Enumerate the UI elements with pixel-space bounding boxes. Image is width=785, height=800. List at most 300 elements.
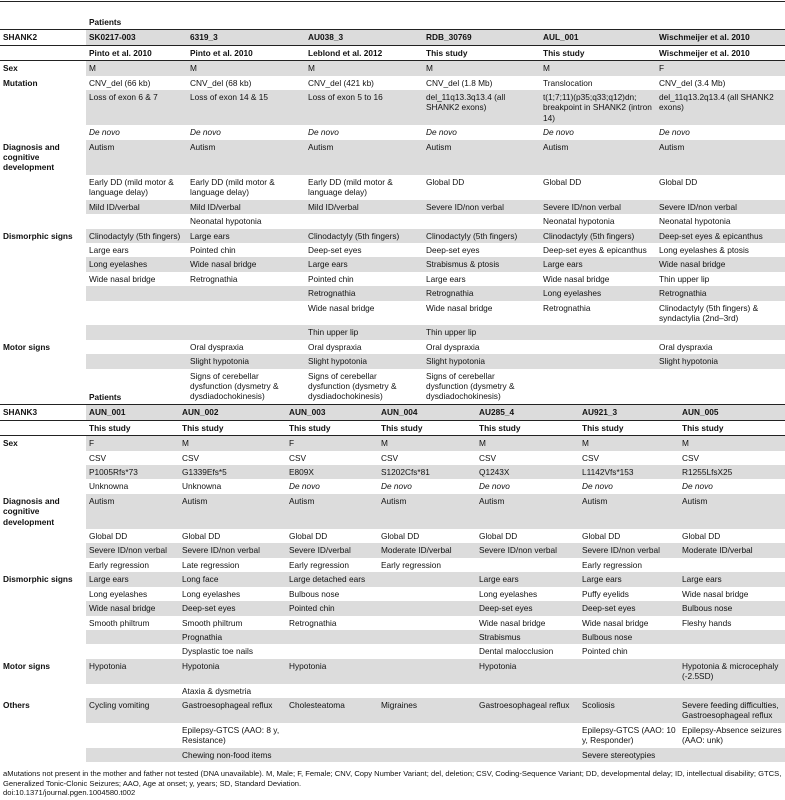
table-cell: Gastroesophageal reflux — [179, 698, 286, 723]
table-cell: Long eyelashes — [479, 588, 538, 599]
table-cell: F — [656, 61, 785, 76]
table-cell: Pointed chin — [190, 244, 236, 255]
table-row — [0, 601, 785, 615]
table-cell: Wide nasal bridge — [682, 588, 749, 599]
table-cell: Deep-set eyes — [308, 244, 362, 255]
table-cell — [286, 630, 378, 644]
table-cell: Moderate ID/verbal — [378, 543, 476, 557]
table-cell: CSV — [289, 452, 307, 463]
row-category: Sex — [0, 61, 86, 76]
patient-id: AU038_3 — [305, 30, 423, 45]
patient-reference: This study — [378, 420, 476, 435]
table-cell: Fleshy hands — [682, 617, 732, 628]
row-category — [0, 723, 86, 748]
table-cell — [86, 340, 187, 354]
table-row — [0, 465, 785, 479]
table-cell: Large ears — [679, 572, 785, 586]
table-cell: Severe ID/non verbal — [476, 543, 579, 557]
table-row — [0, 558, 785, 572]
table-cell — [286, 748, 378, 762]
table-cell: Retrognathia — [305, 286, 423, 300]
table-cell: De novo — [426, 127, 457, 138]
table-cell: Ataxia & dysmetria — [182, 685, 252, 696]
table-cell: De novo — [190, 127, 221, 138]
table-cell — [378, 684, 476, 698]
row-category — [0, 748, 86, 762]
row-category — [0, 601, 86, 615]
table-cell — [86, 325, 187, 339]
row-category — [0, 684, 86, 698]
table-cell: Large ears — [89, 244, 129, 255]
table-cell: M — [378, 436, 476, 451]
table-row — [0, 494, 785, 529]
table-row — [0, 684, 785, 698]
table-cell — [378, 601, 476, 615]
table-cell: Wide nasal bridge — [86, 601, 179, 615]
table-cell: Clinodactyly (5th fingers) — [86, 229, 187, 243]
table-cell: Global DD — [543, 176, 582, 187]
table-cell: Thin upper lip — [659, 273, 710, 284]
table-cell: Retrognathia — [656, 286, 785, 300]
patient-id: AU921_3 — [579, 405, 679, 420]
table-cell: Epilepsy-GTCS (AAO: 8 y, Resistance) — [182, 724, 280, 746]
table-cell: De novo — [308, 127, 339, 138]
table-cell — [423, 214, 540, 228]
table-cell: Smooth philtrum — [182, 617, 243, 628]
table-cell: Severe ID/verbal — [286, 543, 378, 557]
table-cell: Autism — [286, 494, 378, 529]
row-category — [0, 630, 86, 644]
table-cell: Retrognathia — [289, 617, 337, 628]
table-cell — [378, 587, 476, 601]
table-cell: De novo — [289, 481, 320, 492]
table-cell: Global DD — [682, 531, 721, 542]
table-cell: Large ears — [579, 572, 679, 586]
table-cell: Deep-set eyes — [579, 601, 679, 615]
table-cell: Smooth philtrum — [89, 617, 150, 628]
table-cell — [86, 684, 179, 698]
patient-id: AUL_001 — [540, 30, 656, 45]
table-cell: CSV — [582, 452, 600, 463]
table-cell: CSV — [182, 452, 200, 463]
table-cell: M — [679, 436, 785, 451]
shank2-patients-row — [0, 15, 785, 30]
table-cell: Autism — [540, 140, 656, 175]
patient-id: AU285_4 — [476, 405, 579, 420]
table-cell: L1142Vfs*153 — [579, 465, 679, 479]
table-row — [0, 140, 785, 175]
table-row — [0, 214, 785, 228]
row-category: Others — [0, 698, 86, 723]
table-cell: De novo — [543, 127, 574, 138]
patient-id: 6319_3 — [187, 30, 305, 45]
shank3-refs-row — [0, 420, 785, 435]
table-cell: Bulbous nose — [579, 630, 679, 644]
patient-id: SK0217-003 — [86, 30, 187, 45]
table-cell: Clinodactyly (5th fingers) — [423, 229, 540, 243]
shank2-patients-label: Patients — [89, 17, 122, 27]
table-cell: P1005Rfs*73 — [86, 465, 179, 479]
row-category — [0, 125, 86, 139]
table-cell: Long eyelashes — [89, 588, 148, 599]
table-cell: Wide nasal bridge — [89, 273, 156, 284]
table-cell: Large ears — [187, 229, 305, 243]
table-cell: Pointed chin — [308, 273, 354, 284]
table-cell: Neonatal hypotonia — [190, 216, 262, 227]
table-cell — [305, 214, 423, 228]
table-cell: Hypotonia — [476, 659, 579, 684]
table-row — [0, 301, 785, 326]
table-cell: De novo — [479, 481, 510, 492]
table-cell — [187, 325, 305, 339]
table-row — [0, 243, 785, 257]
table-cell: R1255LfsX25 — [679, 465, 785, 479]
table-cell: Large detached ears — [286, 572, 378, 586]
table-cell: E809X — [286, 465, 378, 479]
row-category — [0, 301, 86, 326]
table-row — [0, 698, 785, 723]
table-row — [0, 61, 785, 76]
table-cell — [86, 723, 179, 748]
row-category — [0, 644, 86, 658]
row-category — [0, 200, 86, 214]
table-cell — [378, 630, 476, 644]
table-cell — [679, 748, 785, 762]
table-cell: Deep-set eyes & epicanthus — [656, 229, 785, 243]
patient-reference: This study — [286, 420, 378, 435]
patient-reference: Pinto et al. 2010 — [187, 45, 305, 60]
table-cell — [579, 684, 679, 698]
patient-reference: Pinto et al. 2010 — [86, 45, 187, 60]
table-cell: Signs of cerebellar dysfunction (dysmetry & dysdiadochokinesis) — [308, 370, 397, 402]
table-cell — [476, 558, 579, 572]
patient-id: AUN_001 — [86, 405, 179, 420]
row-category — [0, 243, 86, 257]
table-cell: Migraines — [378, 698, 476, 723]
row-category — [0, 558, 86, 572]
table-cell: Pointed chin — [286, 601, 378, 615]
table-cell: Global DD — [426, 176, 465, 187]
table-cell — [476, 723, 579, 748]
shank3-ids-row — [0, 405, 785, 420]
table-cell: CNV_del (66 kb) — [89, 77, 151, 88]
table-cell: Hypotonia — [179, 659, 286, 684]
table-cell: Large ears — [540, 257, 656, 271]
patient-reference: Leblond et al. 2012 — [305, 45, 423, 60]
table-cell: F — [86, 436, 179, 451]
table-row — [0, 229, 785, 243]
patient-id: RDB_30769 — [423, 30, 540, 45]
table-cell: M — [579, 436, 679, 451]
table-cell: Severe feeding difficulties, Gastroesophageal reflux — [679, 698, 785, 723]
table-cell: Deep-set eyes — [476, 601, 579, 615]
table-cell: Slight hypotonia — [656, 354, 785, 368]
table-cell — [86, 748, 179, 762]
patient-reference: This study — [86, 420, 179, 435]
patient-id: AUN_003 — [286, 405, 378, 420]
patient-reference: This study — [579, 420, 679, 435]
row-category — [0, 214, 86, 228]
table-cell — [86, 214, 187, 228]
table-row — [0, 644, 785, 658]
table-cell: Long eyelashes & ptosis — [659, 244, 749, 255]
table-cell: Oral dyspraxia — [190, 341, 244, 352]
table-row — [0, 90, 785, 125]
table-cell: Autism — [656, 140, 785, 175]
table-row — [0, 479, 785, 493]
table-cell: Oral dyspraxia — [659, 341, 713, 352]
table-cell: CNV_del (3.4 Mb) — [659, 77, 726, 88]
table-cell: Global DD — [89, 531, 128, 542]
table-row — [0, 354, 785, 368]
table-row — [0, 587, 785, 601]
table-cell: Severe ID/non verbal — [656, 200, 785, 214]
shank2-table — [0, 15, 785, 404]
table-cell: Neonatal hypotonia — [659, 216, 731, 227]
table-cell: Neonatal hypotonia — [543, 216, 615, 227]
table-row — [0, 200, 785, 214]
table-row — [0, 286, 785, 300]
table-cell: Slight hypotonia — [187, 354, 305, 368]
table-row — [0, 451, 785, 465]
table-row — [0, 630, 785, 644]
shank2-blank-cell — [0, 15, 86, 30]
table-cell — [378, 572, 476, 586]
row-category — [0, 354, 86, 368]
row-category: Diagnosis and cognitive development — [0, 494, 86, 529]
table-cell: Pointed chin — [582, 646, 628, 657]
shank2-ids-row — [0, 30, 785, 45]
table-cell — [476, 684, 579, 698]
table-cell: De novo — [682, 481, 713, 492]
table-cell: Q1243X — [476, 465, 579, 479]
table-cell: Hypotonia — [86, 659, 179, 684]
table-cell: Thin upper lip — [305, 325, 423, 339]
table-cell: CSV — [682, 452, 700, 463]
patient-id: AUN_004 — [378, 405, 476, 420]
table-cell: Autism — [476, 494, 579, 529]
patient-id: AUN_002 — [179, 405, 286, 420]
table-cell: Autism — [579, 494, 679, 529]
table-cell: Loss of exon 5 to 16 — [305, 90, 423, 125]
table-cell — [679, 644, 785, 658]
table-row — [0, 723, 785, 748]
table-cell: Severe ID/non verbal — [579, 543, 679, 557]
table-cell: Wide nasal bridge — [308, 302, 375, 313]
row-category — [0, 325, 86, 339]
table-cell: Unknowna — [89, 481, 129, 492]
table-cell: Slight hypotonia — [423, 354, 540, 368]
table-cell — [86, 644, 179, 658]
table-cell: Early DD (mild motor & language delay) — [89, 176, 174, 198]
table-cell: Epilepsy-GTCS (AAO: 10 y, Responder) — [582, 724, 676, 746]
row-category — [0, 587, 86, 601]
table-cell: Loss of exon 14 & 15 — [187, 90, 305, 125]
table-cell: Unknowna — [182, 481, 222, 492]
shank3-patients-label: Patients — [89, 392, 122, 402]
table-row — [0, 748, 785, 762]
table-cell: Wide nasal bridge — [543, 273, 610, 284]
patient-reference: Wischmeijer et al. 2010 — [656, 45, 785, 60]
table-cell: Clinodactyly (5th fingers) — [305, 229, 423, 243]
row-category — [0, 272, 86, 286]
table-cell: De novo — [381, 481, 412, 492]
table-cell: Strabismus & ptosis — [423, 257, 540, 271]
table-cell: t(1;7;11)(p35;q33;q12)dn; breakpoint in SHANK2 (intron 14) — [540, 90, 656, 125]
table-cell: Early regression — [582, 559, 642, 570]
table-cell: Autism — [179, 494, 286, 529]
shank3-blank-cell — [0, 390, 86, 405]
table-cell: F — [286, 436, 378, 451]
patient-reference: This study — [679, 420, 785, 435]
table-cell: Long eyelashes — [540, 286, 656, 300]
table-cell: Early regression — [381, 559, 441, 570]
table-cell: Mild ID/verbal — [187, 200, 305, 214]
table-cell: Wide nasal bridge — [656, 257, 785, 271]
row-category — [0, 529, 86, 543]
table-cell: Epilepsy-Absence seizures (AAO: unk) — [682, 724, 782, 746]
row-category: Sex — [0, 436, 86, 451]
table-row — [0, 125, 785, 139]
table-cell: Severe ID/non verbal — [179, 543, 286, 557]
table-cell: Severe ID/non verbal — [86, 543, 179, 557]
table-cell: Large ears — [305, 257, 423, 271]
row-category — [0, 257, 86, 271]
shank3-title: SHANK3 — [0, 405, 86, 420]
row-category: Diagnosis and cognitive development — [0, 140, 86, 175]
row-category — [0, 286, 86, 300]
table-cell: Retrognathia — [543, 302, 591, 313]
shank2-title: SHANK2 — [0, 30, 86, 45]
table-cell — [378, 644, 476, 658]
table-cell: Global DD — [582, 531, 621, 542]
table-cell: Autism — [679, 494, 785, 529]
table-cell: Early regression — [289, 559, 349, 570]
table-cell — [286, 644, 378, 658]
table-cell: S1202Cfs*81 — [378, 465, 476, 479]
table-cell: del_11q13.2q13.4 (all SHANK2 exons) — [656, 90, 785, 125]
table-cell — [187, 286, 305, 300]
table-cell: CNV_del (68 kb) — [190, 77, 252, 88]
shank3-patients-row — [0, 390, 785, 405]
table-cell: Strabismus — [476, 630, 579, 644]
table-cell: Wide nasal bridge — [187, 257, 305, 271]
table-cell: CSV — [381, 452, 399, 463]
table-cell: Translocation — [543, 77, 593, 88]
table-cell — [540, 354, 656, 368]
table-cell: Long eyelashes — [86, 257, 187, 271]
table-cell: Chewing non-food items — [179, 748, 286, 762]
table-cell: Autism — [423, 140, 540, 175]
row-category: Dismorphic signs — [0, 229, 86, 243]
table-cell — [679, 558, 785, 572]
table-cell — [579, 659, 679, 684]
table-cell: De novo — [582, 481, 613, 492]
row-category — [0, 90, 86, 125]
table-row — [0, 76, 785, 90]
table-row — [0, 616, 785, 630]
table-cell: Large ears — [426, 273, 466, 284]
table-cell: Long face — [179, 572, 286, 586]
table-cell: Cholesteatoma — [286, 698, 378, 723]
table-cell: Hypotonia — [286, 659, 378, 684]
top-rule — [0, 1, 785, 2]
table-cell: Deep-set eyes — [426, 244, 480, 255]
row-category — [0, 543, 86, 557]
footnote-text: aMutations not present in the mother and father not tested (DNA unavailable). M, Male; F, Female; CNV, Copy Number Variant; del, deletion; CSV, Coding-Sequence Variant; DD, developmental delay; ID, intellectual disability; GTCS, Generalized Tonic-Clonic Seizures; AAO, Age at onset; y, years; SD, Standard Deviation. — [3, 769, 782, 788]
table-cell: Moderate ID/verbal — [679, 543, 785, 557]
table-cell: Oral dyspraxia — [426, 341, 480, 352]
table-cell: Global DD — [479, 531, 518, 542]
table-cell — [679, 630, 785, 644]
row-category: Motor signs — [3, 341, 51, 352]
patient-id: AUN_005 — [679, 405, 785, 420]
table-cell: Bulbous nose — [289, 588, 340, 599]
table-cell: Global DD — [659, 176, 698, 187]
table-cell: Severe stereotypies — [579, 748, 679, 762]
table-footnote — [3, 769, 782, 798]
table-cell — [476, 748, 579, 762]
table-cell: Wide nasal bridge — [479, 617, 546, 628]
table-cell: M — [179, 436, 286, 451]
table-row — [0, 175, 785, 200]
table-cell: Severe ID/non verbal — [423, 200, 540, 214]
table-cell — [378, 659, 476, 684]
table-cell — [286, 723, 378, 748]
patient-reference: This study — [423, 45, 540, 60]
table-cell — [540, 325, 656, 339]
table-cell: Autism — [187, 140, 305, 175]
table-cell: Slight hypotonia — [305, 354, 423, 368]
table-cell: Late regression — [182, 559, 240, 570]
table-cell: Dental malocclusion — [479, 646, 554, 657]
shank3-table — [0, 390, 785, 762]
row-category: Dismorphic signs — [0, 572, 86, 586]
table-cell — [540, 340, 656, 354]
table-cell: M — [476, 436, 579, 451]
table-cell: Clinodactyly (5th fingers) — [540, 229, 656, 243]
table-cell: Dysplastic toe nails — [182, 646, 254, 657]
table-row — [0, 572, 785, 586]
table-cell: Severe ID/non verbal — [540, 200, 656, 214]
table-cell: CNV_del (1.8 Mb) — [426, 77, 493, 88]
table-cell: Loss of exon 6 & 7 — [86, 90, 187, 125]
table-cell: Mild ID/verbal — [86, 200, 187, 214]
table-cell: Deep-set eyes — [179, 601, 286, 615]
table-cell: CSV — [479, 452, 497, 463]
table-cell: Global DD — [182, 531, 221, 542]
table-cell: Oral dyspraxia — [308, 341, 362, 352]
patient-reference: This study — [179, 420, 286, 435]
table-row — [0, 272, 785, 286]
table-cell — [86, 301, 187, 326]
table-cell: Autism — [86, 494, 179, 529]
table-cell: De novo — [659, 127, 690, 138]
table-cell: Puffy eyelids — [582, 588, 629, 599]
table-cell: Autism — [305, 140, 423, 175]
row-category: Mutation — [3, 77, 38, 88]
table-cell: Hypotonia & microcephaly (-2.5SD) — [679, 659, 785, 684]
table-cell — [86, 286, 187, 300]
row-category — [0, 451, 86, 465]
table-cell: Deep-set eyes & epicanthus — [543, 244, 647, 255]
table-cell: Scoliosis — [579, 698, 679, 723]
table-cell: Early DD (mild motor & language delay) — [308, 176, 393, 198]
table-cell: Wide nasal bridge — [426, 302, 493, 313]
table-cell — [86, 630, 179, 644]
table-cell — [187, 301, 305, 326]
patient-reference: This study — [540, 45, 656, 60]
